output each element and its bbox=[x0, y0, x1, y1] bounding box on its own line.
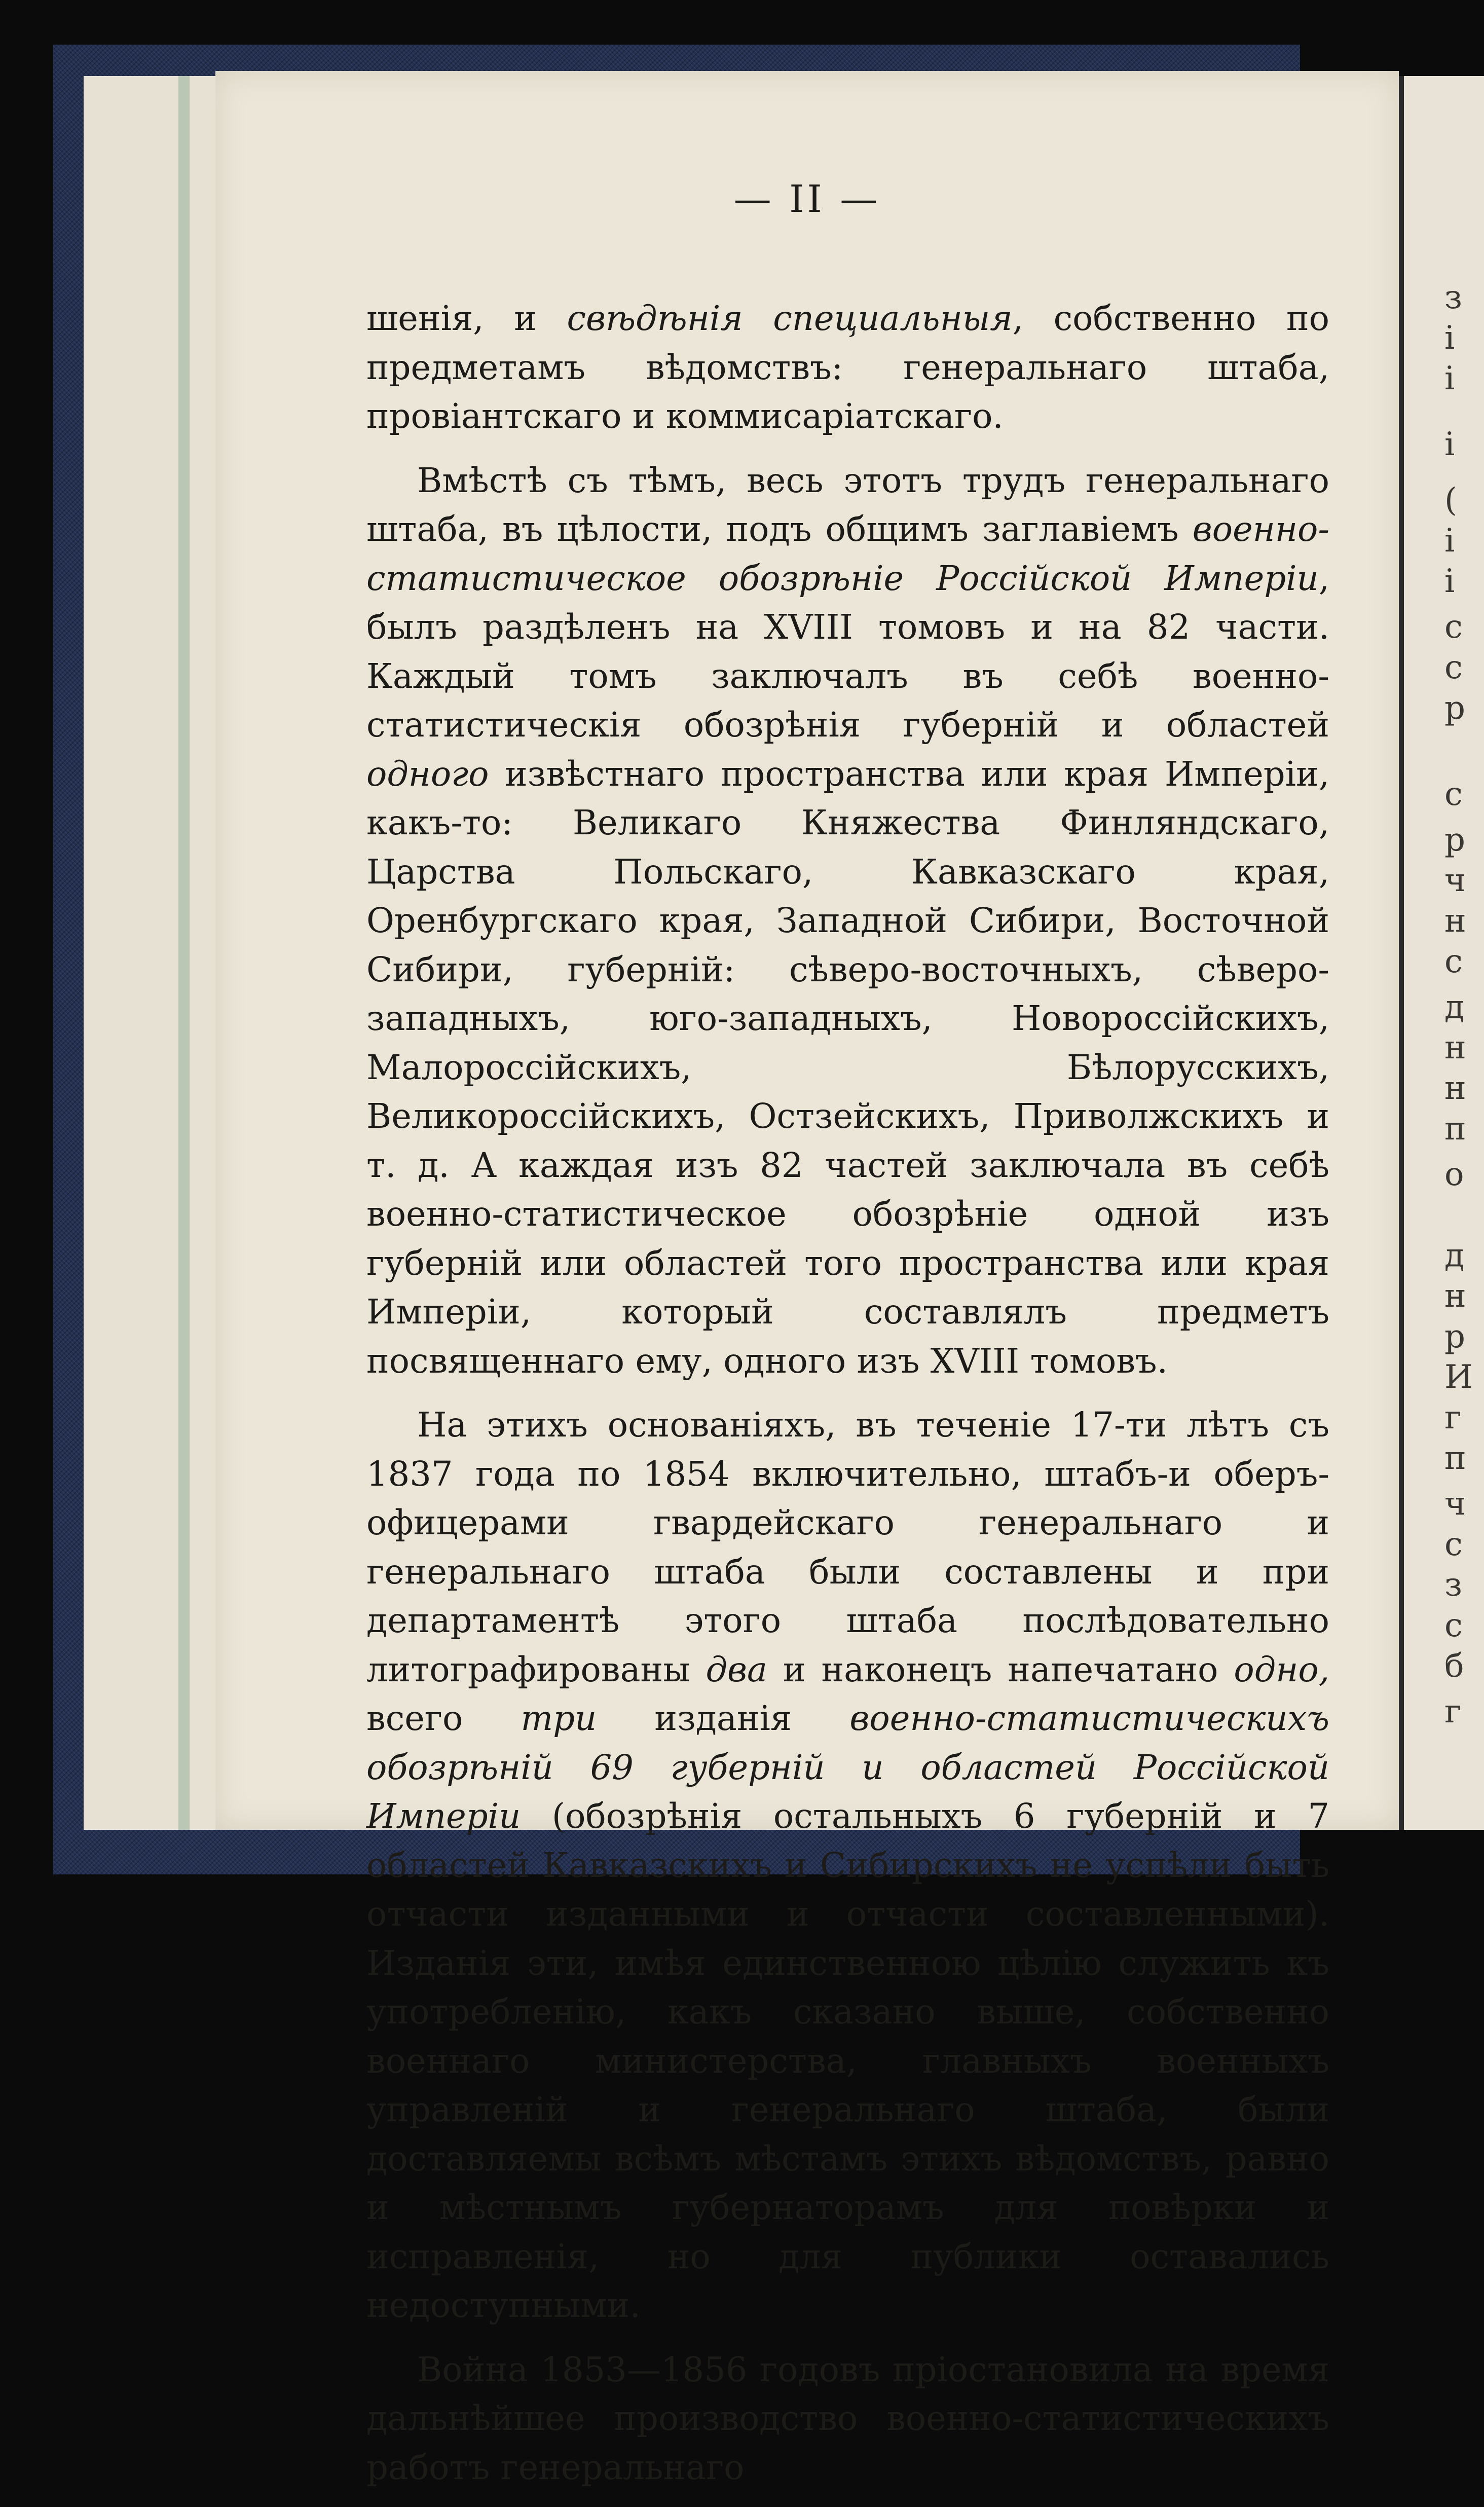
paragraph bbox=[366, 456, 1329, 1386]
text-segment: , былъ раздѣленъ на XVIII томовъ и на 82 части. Каждый томъ заключалъ въ себѣ военно-статистическія обозрѣнія губерній и областей bbox=[366, 558, 1329, 745]
text-segment: шенія, и bbox=[366, 299, 567, 338]
next-page-line-fragment: н bbox=[1444, 1029, 1466, 1066]
next-page-line-fragment: ( bbox=[1444, 482, 1457, 519]
italic-text-segment: военно-статистическое обозрѣніе Россійской Имперіи bbox=[366, 509, 1329, 598]
italic-text-segment: два bbox=[706, 1649, 767, 1689]
next-page-line-fragment: н bbox=[1444, 1070, 1466, 1107]
text-segment: и наконецъ напечатано bbox=[767, 1649, 1234, 1689]
next-page-line-fragment: г bbox=[1444, 1693, 1462, 1730]
left-page bbox=[215, 71, 1399, 2487]
next-page-line-fragment: о bbox=[1444, 1156, 1464, 1193]
next-page-line-fragment: ч bbox=[1444, 1485, 1466, 1523]
italic-text-segment: свѣдѣнія специальныя bbox=[567, 299, 1013, 338]
text-segment: На этихъ основаніяхъ, въ теченіе 17-ти лѣтъ съ 1837 года по 1854 включительно, штабъ-и оберъ-офицерами гвардейскаго генеральнаго и генеральнаго штаба были составлены и при департаментѣ этого штаба послѣдовательно литографированы bbox=[366, 1405, 1329, 1689]
next-page-line-fragment: с bbox=[1444, 1526, 1463, 1563]
text-segment: изданія bbox=[597, 1699, 850, 1738]
next-page-line-fragment: п bbox=[1444, 1110, 1466, 1148]
next-page-line-fragment: і bbox=[1444, 522, 1455, 560]
next-page-line-fragment: і bbox=[1444, 426, 1455, 463]
next-page-line-fragment: И bbox=[1444, 1358, 1473, 1396]
text-segment: (обозрѣнія остальныхъ 6 губерній и 7 областей Кавказскихъ и Сибирскихъ не успѣли быть отчасти изданными и отчасти составленными). Изданія эти, имѣя единственною цѣлію служить къ употребленію, какъ сказано выше, собственно военнаго министерства, главныхъ военныхъ управленій и генеральнаго штаба, были доставляемы всѣмъ мѣстамъ этихъ вѣдомствъ, равно и мѣстнымъ губернаторамъ для повѣрки и исправленія, но для публики оставались недоступными. bbox=[366, 1796, 1329, 2325]
text-segment: , собственно по предметамъ вѣдомствъ: генеральнаго штаба, провіантскаго и коммисаріатскаго. bbox=[366, 299, 1329, 436]
italic-text-segment: одно, bbox=[1234, 1649, 1329, 1689]
next-page-line-fragment: б bbox=[1444, 1647, 1464, 1685]
text-segment: извѣстнаго пространства или края Имперіи, какъ-то: Великаго Княжества Финляндскаго, Царства Польскаго, Кавказскаго края, Оренбургскаго края, Западной Сибири, Восточной Сибири, губерній: сѣверо-восточныхъ, сѣверо-западныхъ, юго-западныхъ, Новороссійскихъ, Малороссійскихъ, Бѣлорусскихъ, Великороссійскихъ, Остзейскихъ, Приволжскихъ и т. д. А каждая изъ 82 частей заключала въ себѣ военно-статистическое обозрѣніе одной изъ губерній или областей того пространства или края Имперіи, который составлялъ предметъ посвященнаго ему, одного изъ XVIII томовъ. bbox=[366, 754, 1329, 1381]
next-page-line-fragment: с bbox=[1444, 776, 1463, 813]
next-page-line-fragment: п bbox=[1444, 1440, 1466, 1477]
next-page-line-fragment: і bbox=[1444, 360, 1455, 397]
next-page-line-fragment: ч bbox=[1444, 862, 1466, 899]
right-page-edge bbox=[1399, 76, 1484, 1830]
next-page-line-fragment: с bbox=[1444, 608, 1463, 646]
next-page-line-fragment: д bbox=[1444, 988, 1465, 1026]
text-segment: всего bbox=[366, 1699, 521, 1738]
next-page-line-fragment: д bbox=[1444, 1237, 1465, 1274]
italic-text-segment: три bbox=[521, 1699, 597, 1738]
next-page-line-fragment: р bbox=[1444, 689, 1465, 727]
next-page-line-fragment: р bbox=[1444, 821, 1465, 859]
next-page-line-fragment: н bbox=[1444, 902, 1466, 940]
next-page-line-fragment: і bbox=[1444, 319, 1455, 357]
next-page-line-fragment: с bbox=[1444, 649, 1463, 686]
page-body-text bbox=[366, 294, 1329, 2507]
paragraph bbox=[366, 1400, 1329, 2330]
italic-text-segment: военно-статистическихъ обозрѣній 69 губерній и областей Россійской Имперіи bbox=[366, 1699, 1329, 1836]
page-number-header: — II — bbox=[733, 177, 881, 221]
text-segment: Вмѣстѣ съ тѣмъ, весь этотъ трудъ генеральнаго штаба, въ цѣлости, подъ общимъ заглавіемъ bbox=[366, 460, 1329, 549]
pastedown-edge-strip bbox=[178, 76, 190, 1830]
next-page-line-fragment: з bbox=[1444, 279, 1462, 316]
paragraph bbox=[366, 294, 1329, 441]
italic-text-segment: одного bbox=[366, 754, 489, 794]
paragraph bbox=[366, 2345, 1329, 2492]
text-segment: Война 1853—1856 годовъ пріостановила на время дальнѣйшее производство военно-статистическихъ работъ генеральнаго bbox=[366, 2349, 1329, 2487]
next-page-line-fragment: с bbox=[1444, 943, 1463, 980]
next-page-line-fragment: с bbox=[1444, 1607, 1463, 1644]
next-page-line-fragment: н bbox=[1444, 1277, 1466, 1315]
inside-cover-pastedown bbox=[84, 76, 228, 1830]
next-page-line-fragment: з bbox=[1444, 1566, 1462, 1604]
next-page-line-fragment: р bbox=[1444, 1318, 1465, 1355]
next-page-line-fragment: г bbox=[1444, 1399, 1462, 1436]
next-page-line-fragment: і bbox=[1444, 563, 1455, 600]
